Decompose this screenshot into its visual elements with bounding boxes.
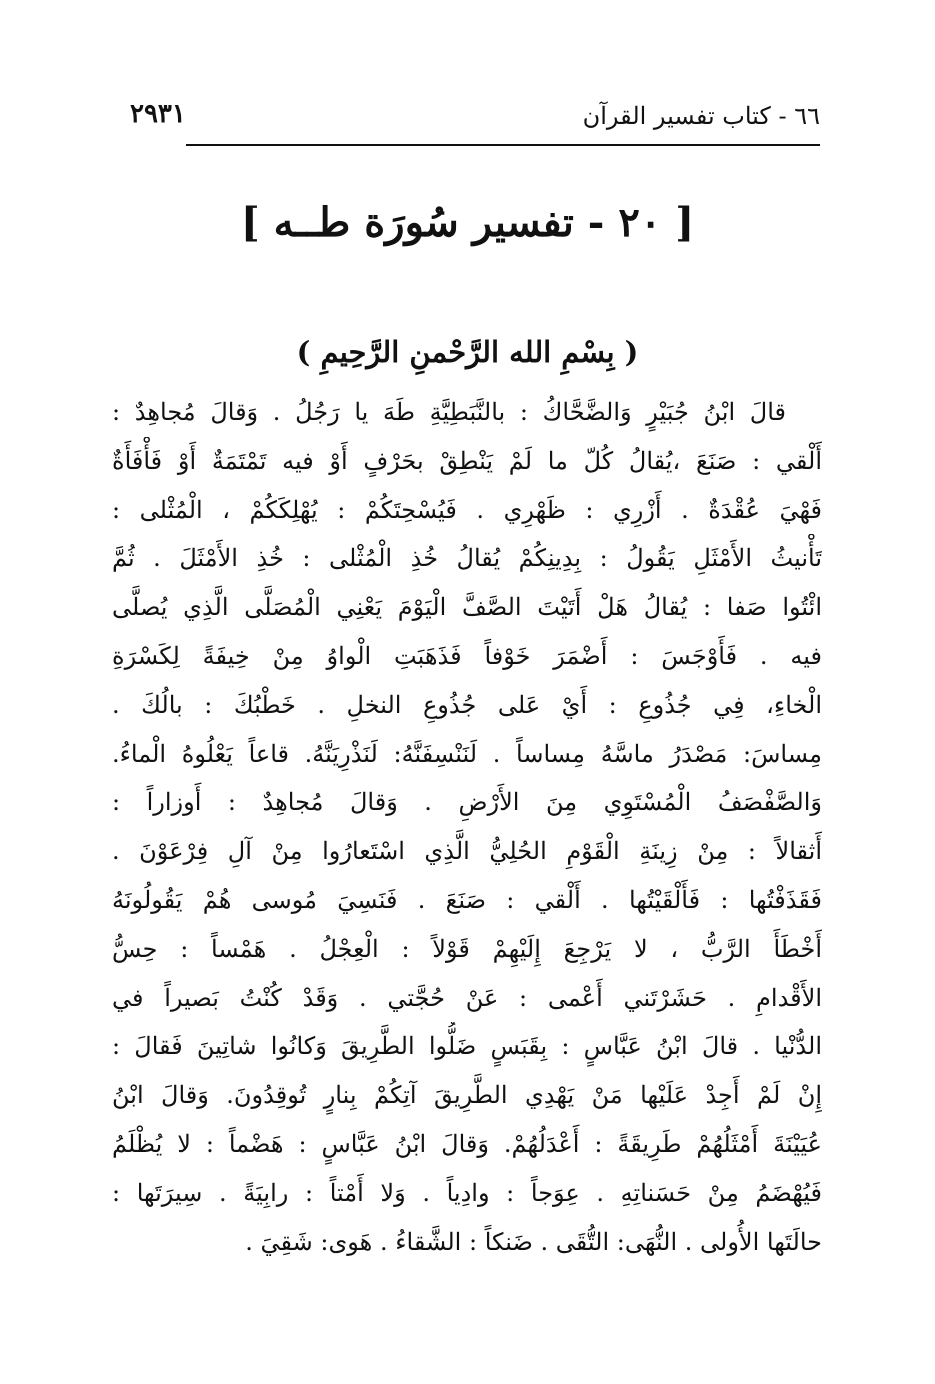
text-line: فَهْيَ عُقْدَةٌ . أَزْرِي : ظَهْرِي . فَيُسْحِتَكُمْ : يُهْلِكَكُمْ ، الْمُثْلى : <box>112 495 822 524</box>
text-line: تَأْنيثُ الأَمْثَلِ يَقُولُ : بِدِينِكُمْ يُقالُ خُذِ الْمُثْلى : خُذِ الأَمْثَلَ . ثُمَّ <box>112 544 822 573</box>
page-header <box>130 92 820 144</box>
page-number: ٢٩٣١ <box>130 99 186 129</box>
text-line: حالَتَها الأُولى . النُّهَى: التُّقَى . ضَنكاً : الشَّقاءُ . هَوى: شَقِيَ . <box>245 1227 822 1256</box>
running-title: ٦٦ - كتاب تفسير القرآن <box>582 102 820 130</box>
text-line: وَالصَّفْصَفُ الْمُسْتَوِي مِنَ الأَرْضِ . وَقالَ مُجاهِدٌ : أَوزاراً : <box>112 788 822 817</box>
text-line: مِساسَ: مَصْدَرُ ماسَّهُ مِساساً . لَنَنْسِفَنَّهُ: لَنَذْرِيَنَّهُ. قاعاً يَعْلُوهُ الْماءُ. <box>112 739 822 768</box>
surah-title: [ ٢٠ - تفسير سُورَة طــه ] <box>240 199 695 246</box>
text-line: الأَقْدامِ . حَشَرْتَني أَعْمى : عَنْ حُجَّتي . وَقَدْ كُنْتُ بَصيراً في <box>112 983 822 1012</box>
header-divider <box>186 144 820 146</box>
text-line: فَيُهْضَمُ مِنْ حَسَناتِهِ . عِوَجاً : وادِياً . وَلا أَمْتاً : رابِيَةً . سِيرَتَها : <box>112 1178 822 1207</box>
body-text <box>112 388 822 1266</box>
text-line: عُيَيْنَةَ أَمْثَلُهُمْ طَرِيقَةً : أَعْدَلُهُمْ. وَقالَ ابْنُ عَبَّاسٍ : هَضْماً : لا يُظْلَمُ <box>112 1129 822 1158</box>
text-line: الدُّنْيا . قالَ ابْنُ عَبَّاسٍ : بِقَبَسٍ ضَلُّوا الطَّرِيقَ وَكانُوا شاتِينَ فَقالَ : <box>112 1032 822 1061</box>
text-line: فيه . فَأَوْجَسَ : أَضْمَرَ خَوْفاً فَذَهَبَتِ الْواوُ مِنْ خِيفَةً لِكَسْرَةِ <box>112 641 822 670</box>
text-line: ائْتُوا صَفا : يُقالُ هَلْ أَتَيْتَ الصَّفَّ الْيَوْمَ يَعْنِي الْمُصَلَّى الَّذِي يُصلَّى <box>112 593 822 622</box>
basmala: ( بِسْمِ الله الرَّحْمنِ الرَّحِيمِ ) <box>296 335 639 369</box>
text-line: أَثقالاً : مِنْ زِينَةِ الْقَوْمِ الحُلِيُّ الَّذِي اسْتَعارُوا مِنْ آلِ فِرْعَوْنَ . <box>112 837 822 866</box>
text-line: فَقَذَفْتُها : فَأَلْقَيْتُها . أَلْقي : صَنَعَ . فَنَسِيَ مُوسى هُمْ يَقُولُونَهُ <box>112 885 822 914</box>
text-line: قالَ ابْنُ جُبَيْرٍ وَالضَّحَّاكُ : بالنَّبَطِيَّةِ طَهَ يا رَجُلُ . وَقالَ مُجاهِدٌ : <box>112 398 786 426</box>
text-line: أَلْقي : صَنَعَ ،يُقالُ كُلّ ما لَمْ يَنْطِقْ بحَرْفٍ أَوْ فيه تَمْتَمَةٌ أَوْ فَأْفَأَةٌ <box>112 446 822 475</box>
text-line: الْخاءِ، فِي جُذُوعِ : أَيْ عَلى جُذُوعِ النخلِ . خَطْبُكَ : بالُكَ . <box>112 690 822 719</box>
text-line: إِنْ لَمْ أَجِدْ عَلَيْها مَنْ يَهْدِي الطَّرِيقَ آتِكُمْ بِنارٍ تُوقِدُونَ. وَقالَ ابْنُ <box>112 1081 822 1110</box>
text-line: أَخْطَأَ الرَّبُّ ، لا يَرْجِعَ إِلَيْهِمْ قَوْلاً : الْعِجْلُ . هَمْساً : حِسُّ <box>112 934 822 963</box>
